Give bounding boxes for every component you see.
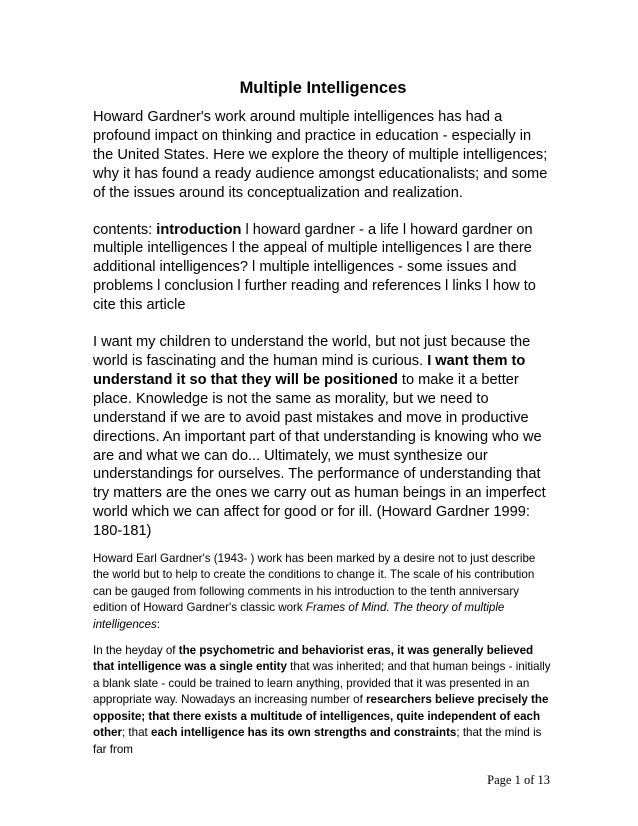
- heyday-text-3: ; that: [121, 726, 151, 740]
- intro-paragraph: Howard Gardner's work around multiple intelligences has had a profound impact on thinking and practice in education - especially in the United States. Here we explore the theory of multiple intelligences; why it has found a ready audience amongst educationalists; and some of the issues around its conceptualization and realization.: [93, 109, 548, 201]
- quote-text-2: to make it a better place. Knowledge is not the same as morality, but we need to understand if we are to avoid past mistakes and move in productive directions. An important part of that understanding is knowing who we are and what we can do... Ultimately, we must synthesize our understandings for ourselves. The performance of understanding that try matters are the ones we carry out as human beings in an imperfect world which we can affect for good or for ill. (Howard Gardner 1999: 180-181): [93, 371, 546, 540]
- contents-line: [93, 221, 553, 316]
- document-body: [93, 78, 553, 758]
- contents-links: l howard gardner - a life l howard gardner on multiple intelligences l the appeal of multiple intelligences l are there additional intelligences? l multiple intelligences - some issues and problems l conclusion l further reading and references l links l how to cite this article: [93, 221, 536, 314]
- page-title: Multiple Intelligences: [239, 79, 407, 97]
- biography-end: :: [156, 617, 161, 631]
- heyday-bold-3: each intelligence has its own strengths and constraints: [151, 726, 457, 740]
- quote-bold-1: I want them to understand it so that they will be positioned: [93, 352, 526, 388]
- quote-text-1: I want my children to understand the world, but not just because the world is fascinating and the human mind is curious.: [93, 334, 531, 369]
- heyday-paragraph: [93, 643, 553, 758]
- heyday-bold-2: researchers believe precisely the opposite; that there exists a multitude of intelligences, quite independent of each other: [93, 693, 549, 740]
- heyday-text-4: ; that the mind is far from: [93, 726, 542, 756]
- biography-text: Howard Earl Gardner's (1943- ) work has been marked by a desire not to just describe the world but to help to create the conditions to change it. The scale of his contribution can be gauged from following comments in his introduction to the tenth anniversary edition of Howard Gardner's classic work: [93, 552, 536, 615]
- gardner-quote: [93, 333, 553, 541]
- work-title: Frames of Mind. The theory of multiple intelligences: [93, 601, 505, 631]
- contents-label: contents:: [93, 221, 157, 238]
- biography-paragraph: [93, 551, 553, 633]
- heyday-bold-1: the psychometric and behaviorist eras, it was generally believed that intelligence was a single entity: [93, 644, 534, 674]
- heyday-text-2: that was inherited; and that human beings - initially a blank slate - could be trained to learn anything, provided that it was presented in an appropriate way. Nowadays an increasing number of: [93, 660, 551, 707]
- contents-current: introduction: [156, 221, 242, 238]
- heyday-text-1: In the heyday of: [93, 644, 179, 658]
- page-number: Page 1 of 13: [487, 773, 550, 787]
